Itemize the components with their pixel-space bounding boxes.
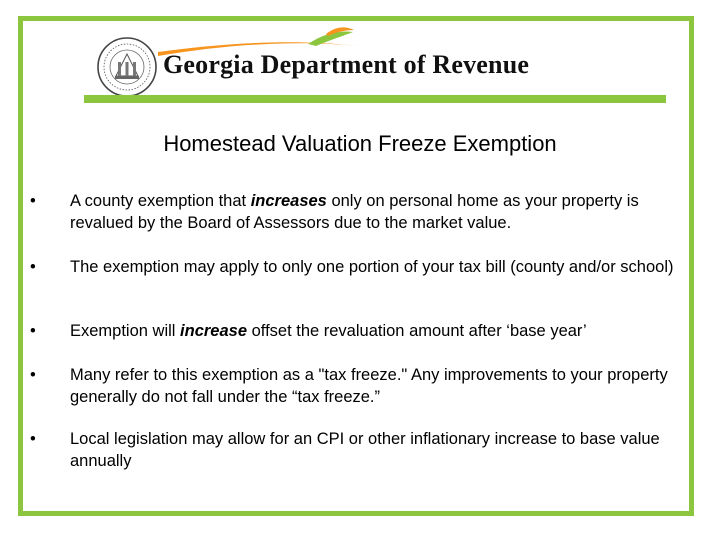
list-item — [30, 190, 690, 234]
organization-name: Georgia Department of Revenue — [163, 50, 530, 79]
emphasis-text: increase — [180, 322, 248, 340]
bullet-dot: • — [30, 366, 36, 384]
list-item — [30, 364, 690, 408]
bullet-dot: • — [30, 322, 36, 340]
bullet-dot: • — [30, 192, 36, 210]
bullet-text: Local legislation may allow for an CPI or other inflationary increase to base value annually — [70, 430, 660, 470]
header-divider-bar — [84, 95, 666, 103]
georgia-state-seal-icon — [96, 36, 158, 98]
slide-title: Homestead Valuation Freeze Exemption — [163, 131, 557, 156]
list-item — [30, 320, 587, 342]
bullet-text: Exemption will increase offset the revaluation amount after ‘base year’ — [70, 322, 587, 340]
bullet-dot: • — [30, 258, 36, 276]
bullet-text: A county exemption that increases only on personal home as your property is revalued by the Board of Assessors due to the market value. — [70, 192, 639, 232]
bullet-text: The exemption may apply to only one portion of your tax bill (county and/or school) — [70, 258, 674, 276]
emphasis-text: increases — [250, 192, 327, 210]
list-item — [30, 256, 674, 278]
bullet-text: Many refer to this exemption as a "tax freeze." Any improvements to your property generally do not fall under the “tax freeze.” — [70, 366, 668, 406]
list-item — [30, 428, 690, 472]
bullet-dot: • — [30, 430, 36, 448]
